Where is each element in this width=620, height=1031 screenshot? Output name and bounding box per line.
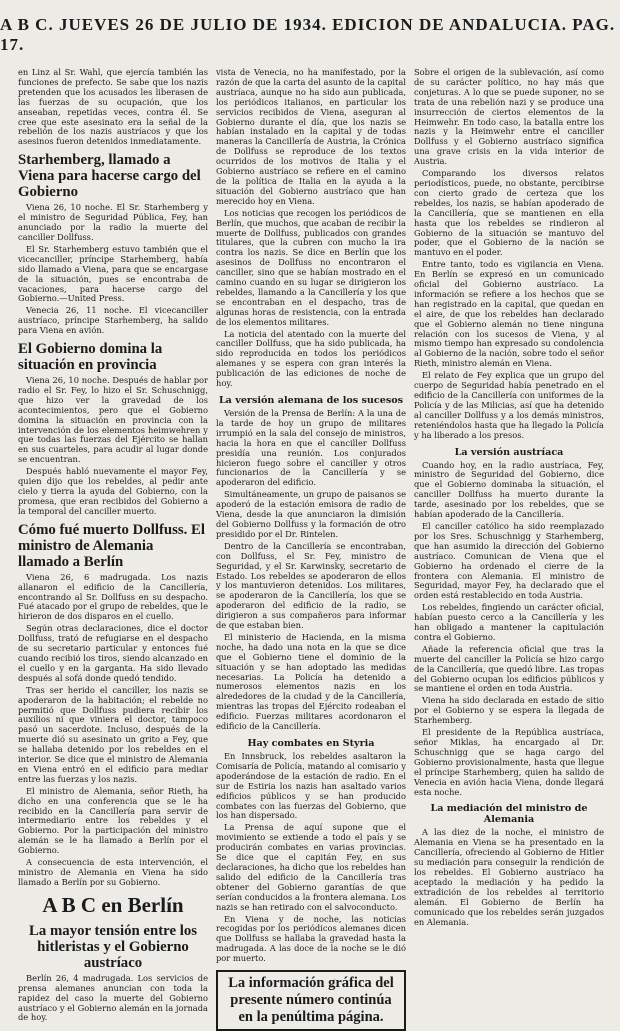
paragraph: Cuando hoy, en la radio austríaca, Fey, ministro de Seguridad del Gobierno, dice que el Gobierno dominaba la situación, el canciller Dollfuss ha muerto durante la tarde, asesinado por los rebeldes, que se habían apoderado de la Cancillería.	[414, 459, 604, 520]
paragraph: Añade la referencia oficial que tras la muerte del canciller la Policía se hizo cargo de la Cancillería, que quedó libre. Las tropas del Gobierno ocupan los edificios públicos y se mantiene el orden en toda Austria.	[414, 643, 604, 694]
paragraph: en Linz al Sr. Wahl, que ejercía también las funciones de prefecto. Se sabe que los nazis pretenden que los acusados les liberasen de las fuerzas de su ocupación, que los anseaban, repetidas veces, contra él. Se cree que este asesinato era la señal de la rebelión de los nazis austríacos y que los asesinos fueron detenidos inmediatamente.	[18, 67, 208, 147]
paragraph: Viena ha sido declarada en estado de sitio por el Gobierno y se espera la llegada de Starhemberg.	[414, 695, 604, 726]
column-right	[414, 67, 604, 927]
column-left	[18, 67, 208, 1023]
paragraph: A consecuencia de esta intervención, el ministro de Alemania en Viena ha sido llamado a Berlín por su Gobierno.	[18, 857, 208, 887]
paragraph: La Prensa de aquí supone que el movimiento se extiende a todo el país y se producirán combates en varias provincias. Se dice que el capitán Fey, en sus declaraciones, ha dicho que los rebeldes han salido del edificio de la Cancillería tras obtener del Gobierno garantías de que serían conducidos a la frontera alemana. Los nazis se han retirado con el salvoconducto.	[216, 822, 406, 912]
section-heading-abc-berlin: A B C en Berlín	[42, 892, 184, 917]
paragraph: Dentro de la Cancillería se encontraban, con Dollfuss, el Sr. Fey, ministro de Seguridad, y el Sr. Karwinsky, secretario de Estado. Los rebeldes se apoderaron de ellos y los mantuvieron detenidos. Los militares, se apoderaron de la Cancillería, los que se apoderaron del edificio de la radio, se dirigieron a sus compañeros para informar de que estaban bien.	[216, 540, 406, 631]
paragraph: Sobre el origen de la sublevación, así como de su carácter político, no hay más que conjeturas. A lo que se puede suponer, no se trata de una rebelión nazi y se produce una insurrección de ciertos elementos de la Heimwehr. En todo caso, la batalla entre los nazis y la Heimwehr entre el canciller Dollfuss y el Gobierno austríaco significa una grave crisis en la vida interior de Austria.	[414, 67, 604, 167]
paragraph: Comparando los diversos relatos periodísticos, puede, no obstante, percibirse con cierto grado de certeza que los rebeldes, los nazis, se habían apoderado de la Cancillería, que se mantienen en ella hasta que los rebeldes se rindieron al Gobierno de la situación se mantuvo del poder, que el Gobierno de la nación se mantuvo en el poder.	[414, 168, 604, 258]
section-heading: El Gobierno domina la situación en provincia	[18, 341, 163, 374]
paragraph: Entre tanto, todo es vigilancia en Viena. En Berlín se expresó en un comunicado oficial del Gobierno austríaco. La información se refiere a los hechos que se han registrado en la capital, que quedan en el aire, de que los rebeldes han declarado que el Gobierno alemán no tiene ninguna relación con los sucesos de Viena, y al mismo tiempo han expresado su condolencia al Gobierno de la nación, sobre todo el señor Rieth, ministro alemán en Viena.	[414, 259, 604, 369]
paragraph: El presidente de la República austríaca, señor Miklas, ha encargado al Dr. Schuschnigg que se haga cargo del Gobierno provisionalmente, hasta que llegue el príncipe Starhemberg, quien ha salido de Venecia en avión hacia Viena, donde llegará esta noche.	[414, 727, 604, 797]
section-heading: Cómo fué muerto Dollfuss. El ministro de Alemania llamado a Berlín	[18, 521, 206, 570]
page-header: A B C. JUEVES 26 DE JULIO DE 1934. EDICION DE ANDALUCIA. PAG. 17.	[0, 15, 616, 54]
paragraph: El ministerio de Hacienda, en la misma noche, ha dado una nota en la que se dice que el Gobierno tiene el dominio de la situación y se han adoptado las medidas necesarias. La Policía ha detenido a numerosos elementos nazis en los alrededores de la ciudad y de la Cancillería, mientras las tropas del Ejército rodeaban el edificio. Fuerzas militares acordonaron el edificio de la Cancillería.	[216, 631, 406, 732]
paragraph: Berlín 26, 4 madrugada. Los servicios de prensa alemanes anuncian con toda la rapidez del caso la muerte del Gobierno austríaco y el Gobierno alemán en la jornada de hoy.	[18, 972, 208, 1023]
section-heading: Starhemberg, llamado a Viena para hacerse cargo del Gobierno	[18, 152, 201, 201]
subsection-heading: Hay combates en Styria	[247, 738, 375, 749]
paragraph: Venecia 26, 11 noche. El vicecanciller austríaco, príncipe Starhemberg, ha salido para Viena en avión.	[18, 305, 208, 336]
paragraph: Los rebeldes, fingiendo un carácter oficial, habían puesto cerco a la Cancillería y les han obligado a mantener la capitulación contra el Gobierno.	[414, 602, 604, 642]
subsection-heading: La versión alemana de los sucesos	[218, 395, 404, 406]
paragraph: Según otras declaraciones, dice el doctor Dollfuss, trató de refugiarse en el despacho de su secretario particular y entonces fué cuando recibió los tiros, siendo alcanzado en el cuello y en la garganta. Ha sido llevado después al sofá donde quedó tendido.	[18, 623, 208, 683]
paragraph: El relato de Fey explica que un grupo del cuerpo de Seguridad había penetrado en el edificio de la Cancillería con uniformes de la Policía y de las Milicias, así que ha detenido al canciller Dollfuss y a los demás ministros, reteniéndolos hasta que ha llegado la Policía y ha liberado a los presos.	[414, 370, 604, 440]
paragraph: En Innsbruck, los rebeldes asaltaron la Comisaría de Policía, matando al comisario y apoderándose de la estación de radio. En el sur de Estiria los nazis han asaltado varios edificios públicos y se han producido combates con las fuerzas del Gobierno, que los han dispersado.	[216, 751, 406, 821]
graphic-info-notice: La información gráfica del presente número continúa en la penúltima página.	[216, 970, 406, 1031]
paragraph: Viena 26, 6 madrugada. Los nazis allanaron el edificio de la Cancillería, encontrando al Sr. Dollfuss en su despacho. Fué atacado por el grupo de rebeldes, que le hirieron de dos disparos en el cuello.	[18, 571, 208, 622]
paragraph: En Viena y de noche, las noticias recogidas por los periódicos alemanes dicen que Dollfuss se hallaba la gravedad hasta la madrugada. A las doce de la noche se le dió por muerto.	[216, 913, 406, 964]
paragraph: El canciller católico ha sido reemplazado por los Sres. Schuschnigg y Starhemberg, que han asumido la dirección del Gobierno austríaco. Comunican de Viena que el Gobierno ha ordenado el cierre de la frontera con Alemania. El ministro de Seguridad, mayor Fey, ha declarado que el orden está restablecido en toda Austria.	[414, 520, 604, 601]
paragraph: Tras ser herido el canciller, los nazis se apoderaron de la habitación; el rebelde no permitió que Dollfuss pudiera recibir los auxilios ni que viniera el doctor, tampoco pasó un sacerdote. Incluso, después de la muerte dió su asesinato un grito a Fey, que se hallaba detenido por los rebeldes en el interior. Se dice que el ministro de Alemania en Viena entró en el edificio para mediar entre las fuerzas y los nazis.	[18, 684, 208, 784]
paragraph: El ministro de Alemania, señor Rieth, ha dicho en una conferencia que se le ha recibido en la Cancillería para servir de intermediario entre los rebeldes y el Gobierno. Por la participación del ministro alemán se le ha llamado a Berlín por el Gobierno.	[18, 785, 208, 856]
paragraph: Después habló nuevamente el mayor Fey, quien dijo que los rebeldes, al pedir ante cielo y tierra la ayuda del Gobierno, con la promesa, que eran recibidos del Gobierno a la temporal del canciller muerto.	[18, 466, 208, 516]
paragraph: Viena 26, 10 noche. Después de hablar por radio el Sr. Fey, lo hizo el Sr. Schuschnigg, que hizo ver la gravedad de los acontecimientos, pero que el Gobierno domina la situación en provincia con la intervención de los elementos heimwehren y que todas las fuerzas del Ejército se hallan en sus cuarteles, para acudir al lugar donde se encuentran.	[18, 375, 208, 465]
paragraph: El Sr. Starhemberg estuvo también que el vicecanciller, príncipe Starhemberg, había sido llamado a Viena, para que se encargase de la situación, pues se encontraba de vacaciones, para hacerse cargo del Gobierno.—United Press.	[18, 243, 208, 304]
column-middle	[216, 67, 406, 1026]
subsection-heading: La versión austríaca	[454, 446, 564, 458]
section-heading: La mayor tensión entre los hitleristas y el Gobierno austríaco	[29, 922, 197, 971]
paragraph: Viena 26, 10 noche. El Sr. Starhemberg y el ministro de Seguridad Pública, Fey, han anunciado por la radio la muerte del canciller Dollfuss.	[18, 202, 208, 242]
paragraph: Los noticias que recogen los periódicos de Berlín, que muchos, que acaban de recibir la muerte de Dollfuss, publicados con grandes titulares, que la cubren con mucho la ira contra los nazis. Se dice en Berlín que los asesinos de Dollfuss no encontraron el canciller, sino que se habían mostrado en el camino cuando en su lugar se dirigieron los rebeldes, llamando a la Cancillería y los que se encontraban en el despacho, tras de algunas horas de resistencia, con la entrada de los elementos militares.	[216, 207, 406, 327]
paragraph: A las diez de la noche, el ministro de Alemania en Viena se ha presentado en la Cancillería, ofreciendo al Gobierno de Hitler su mediación para conseguir la rendición de los rebeldes. El Gobierno austríaco ha aceptado la mediación y ha pedido la extradición de los rebeldes al territorio alemán. El Gobierno de Berlín ha comunicado que los rebeldes serán juzgados en Alemania.	[414, 827, 604, 927]
paragraph: Versión de la Prensa de Berlín: A la una de la tarde de hoy un grupo de militares irrumpió en la sala del consejo de ministros, hacia la hora en que el canciller Dollfuss presidía una reunión. Los conjurados hicieron fuego sobre el canciller y otros funcionarios de la Cancillería y se apoderaron del edificio.	[216, 408, 406, 488]
subsection-heading: La mediación del ministro de Alemania	[430, 803, 588, 826]
paragraph: vista de Venecia, no ha manifestado, por la razón de que la carta del asunto de la capital austríaca, aunque no ha sido aun publicada, los periódicos italianos, en particular los servicios recibidos de Viena, aseguran al Gobierno durante el día, que los nazis se habían instalado en la capital y de todas maneras la Cancillería de Austria, la Crónica de Dollfuss se reproduce de los textos ocurridos de los motivos de Italia y el Gobierno austríaco se refiere en el camino de la política de Italia en la ayuda a la situación del Gobierno austríaco que han merecido hoy en Viena.	[216, 67, 406, 206]
paragraph: Simultáneamente, un grupo de paisanos se apoderó de la estación emisora de radio de Viena, desde la que anunciaron la dimisión del Gobierno Dollfuss y la formación de otro presidido por el Dr. Rintelen.	[216, 489, 406, 539]
paragraph: La noticia del atentado con la muerte del canciller Dollfuss, que ha sido publicada, ha sido reproducida en todos los periódicos alemanes y se espera con gran interés la publicación de las ediciones de noche de hoy.	[216, 328, 406, 389]
